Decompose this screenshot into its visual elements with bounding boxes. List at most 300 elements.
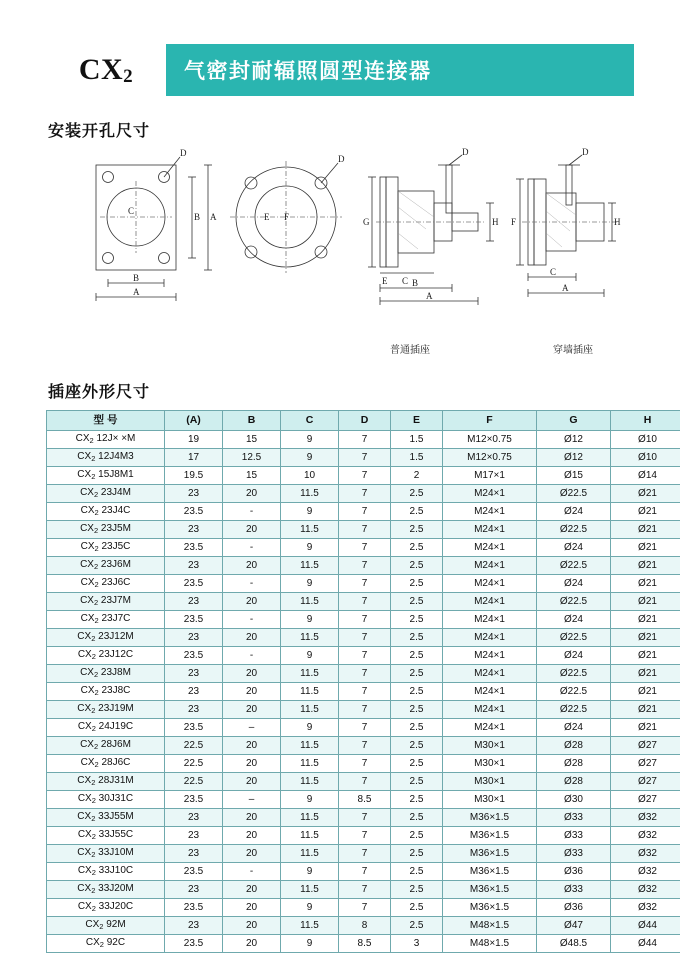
svg-text:D: D <box>582 147 589 157</box>
table-row <box>47 503 680 521</box>
cell-b: - <box>223 647 281 665</box>
cell-g: Ø22.5 <box>537 485 611 503</box>
cell-d: 8.5 <box>339 935 391 953</box>
caption-through-wall-socket: 穿墙插座 <box>553 341 593 356</box>
model-prefix: CX <box>77 883 91 894</box>
model-subscript: 2 <box>95 616 99 625</box>
cell-g: Ø22.5 <box>537 665 611 683</box>
cell-e: 3 <box>391 935 443 953</box>
cell-g: Ø24 <box>537 575 611 593</box>
cell-f: M12×0.75 <box>443 431 537 449</box>
cell-b: 15 <box>223 467 281 485</box>
cell-a: 23.5 <box>165 935 223 953</box>
model-rest: 24J19C <box>96 721 133 732</box>
cell-f: M30×1 <box>443 791 537 809</box>
model-rest: 33J55C <box>96 829 133 840</box>
cell-b: 20 <box>223 737 281 755</box>
cell-h: Ø21 <box>611 521 680 539</box>
cell-e: 2.5 <box>391 773 443 791</box>
cell-c: 11.5 <box>281 701 339 719</box>
cell-f: M36×1.5 <box>443 899 537 917</box>
cell-model <box>47 431 165 449</box>
svg-text:C: C <box>402 276 408 286</box>
cell-c: 9 <box>281 791 339 809</box>
table-row <box>47 575 680 593</box>
cell-c: 9 <box>281 503 339 521</box>
cell-a: 23 <box>165 809 223 827</box>
model-prefix: CX <box>77 775 91 786</box>
table-row <box>47 899 680 917</box>
cell-g: Ø24 <box>537 647 611 665</box>
logo-text <box>79 53 133 88</box>
svg-text:D: D <box>462 147 469 157</box>
cell-e: 2.5 <box>391 647 443 665</box>
cell-d: 7 <box>339 863 391 881</box>
cell-f: M24×1 <box>443 485 537 503</box>
cell-h: Ø21 <box>611 503 680 521</box>
cell-a: 23 <box>165 683 223 701</box>
cell-f: M24×1 <box>443 503 537 521</box>
model-prefix: CX <box>81 505 95 516</box>
cell-b: – <box>223 719 281 737</box>
cell-h: Ø21 <box>611 557 680 575</box>
cell-h: Ø21 <box>611 665 680 683</box>
model-prefix: CX <box>81 757 95 768</box>
model-subscript: 2 <box>99 922 103 931</box>
cell-a: 23 <box>165 845 223 863</box>
cell-e: 2.5 <box>391 845 443 863</box>
cell-model <box>47 521 165 539</box>
table-row <box>47 557 680 575</box>
cell-f: M24×1 <box>443 701 537 719</box>
model-subscript: 2 <box>92 652 96 661</box>
model-subscript: 2 <box>91 634 95 643</box>
cell-c: 11.5 <box>281 809 339 827</box>
cell-e: 2.5 <box>391 593 443 611</box>
cell-b: 20 <box>223 827 281 845</box>
th-f: F <box>443 411 537 431</box>
cell-e: 1.5 <box>391 431 443 449</box>
th-a: (A) <box>165 411 223 431</box>
cell-e: 2.5 <box>391 827 443 845</box>
cell-g: Ø24 <box>537 719 611 737</box>
cell-g: Ø12 <box>537 431 611 449</box>
cell-a: 23 <box>165 827 223 845</box>
th-h: H <box>611 411 680 431</box>
cell-e: 2.5 <box>391 485 443 503</box>
cell-b: 20 <box>223 557 281 575</box>
cell-d: 7 <box>339 845 391 863</box>
cell-h: Ø21 <box>611 485 680 503</box>
cell-a: 19.5 <box>165 467 223 485</box>
cell-c: 10 <box>281 467 339 485</box>
cell-h: Ø10 <box>611 431 680 449</box>
cell-h: Ø21 <box>611 683 680 701</box>
model-rest: 23J4C <box>99 505 131 516</box>
model-subscript: 2 <box>95 508 99 517</box>
cell-g: Ø15 <box>537 467 611 485</box>
th-d: D <box>339 411 391 431</box>
model-rest: 23J19M <box>95 703 133 714</box>
model-rest: 92C <box>104 937 125 948</box>
cell-model <box>47 593 165 611</box>
cell-a: 23 <box>165 485 223 503</box>
cell-b: 20 <box>223 917 281 935</box>
header-banner <box>46 44 634 96</box>
cell-h: Ø21 <box>611 539 680 557</box>
cell-h: Ø32 <box>611 809 680 827</box>
cell-h: Ø44 <box>611 935 680 953</box>
cell-model <box>47 773 165 791</box>
cell-c: 9 <box>281 647 339 665</box>
cell-h: Ø21 <box>611 611 680 629</box>
cell-b: 20 <box>223 593 281 611</box>
svg-text:D: D <box>180 148 187 158</box>
table-row <box>47 539 680 557</box>
cell-model <box>47 467 165 485</box>
cell-h: Ø44 <box>611 917 680 935</box>
cell-e: 2.5 <box>391 683 443 701</box>
svg-text:A: A <box>133 287 140 297</box>
cell-c: 11.5 <box>281 521 339 539</box>
cell-a: 23.5 <box>165 539 223 557</box>
cell-d: 7 <box>339 755 391 773</box>
cell-b: - <box>223 503 281 521</box>
cell-b: 20 <box>223 485 281 503</box>
model-rest: 23J8M <box>98 667 131 678</box>
cell-f: M48×1.5 <box>443 917 537 935</box>
section-title-mounting: 安装开孔尺寸 <box>48 118 634 141</box>
svg-text:E: E <box>382 276 388 286</box>
cell-b: 20 <box>223 935 281 953</box>
cell-b: 20 <box>223 755 281 773</box>
cell-c: 11.5 <box>281 557 339 575</box>
cell-g: Ø33 <box>537 809 611 827</box>
cell-model <box>47 449 165 467</box>
cell-d: 8 <box>339 917 391 935</box>
model-subscript: 2 <box>95 688 99 697</box>
cell-a: 23.5 <box>165 647 223 665</box>
cell-f: M24×1 <box>443 665 537 683</box>
cell-d: 7 <box>339 593 391 611</box>
cell-model <box>47 575 165 593</box>
model-subscript: 2 <box>90 436 94 445</box>
cell-c: 11.5 <box>281 845 339 863</box>
model-prefix: CX <box>80 595 94 606</box>
table-row <box>47 431 680 449</box>
cell-d: 7 <box>339 647 391 665</box>
table-row <box>47 467 680 485</box>
cell-d: 7 <box>339 827 391 845</box>
svg-text:A: A <box>562 283 569 293</box>
spec-table <box>46 410 680 953</box>
model-rest: 92M <box>103 919 125 930</box>
model-prefix: CX <box>81 541 95 552</box>
cell-f: M24×1 <box>443 719 537 737</box>
model-subscript: 2 <box>94 598 98 607</box>
model-rest: 15J8M1 <box>95 469 133 480</box>
table-row <box>47 863 680 881</box>
model-rest: 33J10M <box>95 847 133 858</box>
cell-a: 17 <box>165 449 223 467</box>
cell-f: M36×1.5 <box>443 845 537 863</box>
cell-c: 11.5 <box>281 683 339 701</box>
cell-model <box>47 539 165 557</box>
cell-a: 23.5 <box>165 863 223 881</box>
cell-f: M24×1 <box>443 629 537 647</box>
model-prefix: CX <box>78 901 92 912</box>
model-subscript: 2 <box>91 814 95 823</box>
cell-b: 20 <box>223 629 281 647</box>
model-prefix: CX <box>78 721 92 732</box>
th-b: B <box>223 411 281 431</box>
table-row <box>47 809 680 827</box>
table-row <box>47 683 680 701</box>
model-subscript: 2 <box>94 562 98 571</box>
cell-h: Ø21 <box>611 719 680 737</box>
cell-g: Ø12 <box>537 449 611 467</box>
cell-h: Ø32 <box>611 881 680 899</box>
model-subscript: 2 <box>94 670 98 679</box>
model-subscript: 2 <box>91 472 95 481</box>
cell-e: 2.5 <box>391 575 443 593</box>
cell-f: M36×1.5 <box>443 827 537 845</box>
cell-f: M36×1.5 <box>443 881 537 899</box>
cell-c: 9 <box>281 611 339 629</box>
model-prefix: CX <box>80 667 94 678</box>
cell-model <box>47 827 165 845</box>
model-prefix: CX <box>77 469 91 480</box>
spec-table-head <box>47 411 680 431</box>
cell-a: 23.5 <box>165 503 223 521</box>
model-subscript: 2 <box>92 904 96 913</box>
cell-model <box>47 845 165 863</box>
model-rest: 23J7C <box>99 613 131 624</box>
model-prefix: CX <box>80 523 94 534</box>
logo-main: CX <box>79 53 123 86</box>
table-row <box>47 737 680 755</box>
cell-model <box>47 701 165 719</box>
cell-g: Ø24 <box>537 611 611 629</box>
cell-model <box>47 611 165 629</box>
svg-text:F: F <box>284 212 289 222</box>
cell-d: 7 <box>339 431 391 449</box>
cell-f: M48×1.5 <box>443 935 537 953</box>
model-subscript: 2 <box>94 526 98 535</box>
table-row <box>47 647 680 665</box>
cell-b: 20 <box>223 521 281 539</box>
cell-b: 20 <box>223 683 281 701</box>
cell-f: M12×0.75 <box>443 449 537 467</box>
svg-text:H: H <box>492 217 499 227</box>
cell-d: 7 <box>339 665 391 683</box>
cell-h: Ø27 <box>611 791 680 809</box>
cell-g: Ø30 <box>537 791 611 809</box>
cell-d: 7 <box>339 701 391 719</box>
cell-e: 2.5 <box>391 863 443 881</box>
cell-e: 2.5 <box>391 611 443 629</box>
cell-g: Ø22.5 <box>537 701 611 719</box>
model-prefix: CX <box>86 937 100 948</box>
model-prefix: CX <box>77 703 91 714</box>
table-row <box>47 611 680 629</box>
model-subscript: 2 <box>95 580 99 589</box>
cell-g: Ø33 <box>537 881 611 899</box>
page-title: 气密封耐辐照圆型连接器 <box>184 55 432 85</box>
cell-f: M24×1 <box>443 521 537 539</box>
svg-text:D: D <box>338 154 345 164</box>
cell-model <box>47 791 165 809</box>
model-rest: 23J7M <box>98 595 131 606</box>
model-prefix: CX <box>77 631 91 642</box>
cell-d: 7 <box>339 467 391 485</box>
svg-text:C: C <box>550 267 556 277</box>
cell-b: 20 <box>223 899 281 917</box>
cell-f: M24×1 <box>443 539 537 557</box>
cell-g: Ø47 <box>537 917 611 935</box>
table-row <box>47 719 680 737</box>
cell-c: 9 <box>281 539 339 557</box>
cell-h: Ø21 <box>611 647 680 665</box>
cell-e: 2.5 <box>391 791 443 809</box>
model-prefix: CX <box>81 685 95 696</box>
cell-h: Ø21 <box>611 575 680 593</box>
table-row <box>47 521 680 539</box>
cell-d: 7 <box>339 737 391 755</box>
model-rest: 23J4M <box>98 487 131 498</box>
cell-f: M24×1 <box>443 557 537 575</box>
cell-e: 2.5 <box>391 665 443 683</box>
cell-h: Ø14 <box>611 467 680 485</box>
cell-model <box>47 737 165 755</box>
svg-text:B: B <box>133 273 139 283</box>
cell-b: 20 <box>223 881 281 899</box>
cell-e: 2.5 <box>391 917 443 935</box>
table-row <box>47 773 680 791</box>
cell-b: 20 <box>223 773 281 791</box>
cell-a: 22.5 <box>165 773 223 791</box>
model-subscript: 2 <box>95 760 99 769</box>
cell-model <box>47 683 165 701</box>
cell-g: Ø33 <box>537 827 611 845</box>
cell-e: 2.5 <box>391 809 443 827</box>
cell-d: 7 <box>339 773 391 791</box>
cell-a: 23.5 <box>165 791 223 809</box>
cell-model <box>47 899 165 917</box>
table-row <box>47 935 680 953</box>
cell-a: 22.5 <box>165 755 223 773</box>
svg-text:B: B <box>412 278 418 288</box>
cell-e: 2.5 <box>391 521 443 539</box>
cell-e: 2 <box>391 467 443 485</box>
model-subscript: 2 <box>95 544 99 553</box>
cell-a: 23 <box>165 521 223 539</box>
cell-e: 2.5 <box>391 719 443 737</box>
model-prefix: CX <box>78 793 92 804</box>
model-prefix: CX <box>76 433 90 444</box>
cell-h: Ø27 <box>611 773 680 791</box>
svg-text:B: B <box>194 212 200 222</box>
cell-c: 9 <box>281 863 339 881</box>
cell-b: 20 <box>223 845 281 863</box>
model-prefix: CX <box>77 811 91 822</box>
technical-drawings <box>46 147 634 347</box>
cell-h: Ø21 <box>611 593 680 611</box>
cell-g: Ø28 <box>537 773 611 791</box>
model-prefix: CX <box>80 739 94 750</box>
table-row <box>47 845 680 863</box>
cell-b: - <box>223 539 281 557</box>
cell-g: Ø22.5 <box>537 521 611 539</box>
cell-c: 9 <box>281 719 339 737</box>
table-row <box>47 827 680 845</box>
cell-f: M30×1 <box>443 755 537 773</box>
cell-b: 20 <box>223 701 281 719</box>
model-prefix: CX <box>78 829 92 840</box>
svg-text:A: A <box>210 212 217 222</box>
model-rest: 12J× ×M <box>94 433 136 444</box>
drawings-svg <box>46 147 634 347</box>
cell-f: M30×1 <box>443 773 537 791</box>
cell-d: 7 <box>339 881 391 899</box>
cell-d: 7 <box>339 575 391 593</box>
cell-f: M30×1 <box>443 737 537 755</box>
cell-model <box>47 935 165 953</box>
cell-c: 11.5 <box>281 665 339 683</box>
model-subscript: 2 <box>91 454 95 463</box>
header-title-bar <box>166 44 634 96</box>
svg-text:A: A <box>426 291 433 301</box>
cell-g: Ø24 <box>537 503 611 521</box>
model-subscript: 2 <box>91 706 95 715</box>
table-row <box>47 791 680 809</box>
cell-f: M24×1 <box>443 575 537 593</box>
cell-g: Ø22.5 <box>537 683 611 701</box>
cell-f: M24×1 <box>443 611 537 629</box>
model-rest: 28J31M <box>95 775 133 786</box>
cell-e: 2.5 <box>391 737 443 755</box>
model-prefix: CX <box>80 559 94 570</box>
cell-h: Ø21 <box>611 629 680 647</box>
cell-b: 15 <box>223 431 281 449</box>
cell-h: Ø21 <box>611 701 680 719</box>
cell-f: M24×1 <box>443 683 537 701</box>
svg-text:H: H <box>614 217 621 227</box>
table-row <box>47 485 680 503</box>
cell-h: Ø27 <box>611 755 680 773</box>
cell-a: 23 <box>165 881 223 899</box>
cell-c: 11.5 <box>281 755 339 773</box>
cell-c: 11.5 <box>281 881 339 899</box>
cell-e: 2.5 <box>391 557 443 575</box>
model-rest: 23J12C <box>96 649 133 660</box>
cell-d: 7 <box>339 539 391 557</box>
cell-model <box>47 629 165 647</box>
cell-b: 20 <box>223 665 281 683</box>
cell-f: M36×1.5 <box>443 863 537 881</box>
model-subscript: 2 <box>92 832 96 841</box>
cell-f: M36×1.5 <box>443 809 537 827</box>
cell-c: 11.5 <box>281 773 339 791</box>
cell-e: 1.5 <box>391 449 443 467</box>
cell-d: 7 <box>339 719 391 737</box>
cell-model <box>47 485 165 503</box>
cell-a: 19 <box>165 431 223 449</box>
cell-model <box>47 809 165 827</box>
table-row <box>47 665 680 683</box>
cell-g: Ø28 <box>537 755 611 773</box>
cell-e: 2.5 <box>391 899 443 917</box>
